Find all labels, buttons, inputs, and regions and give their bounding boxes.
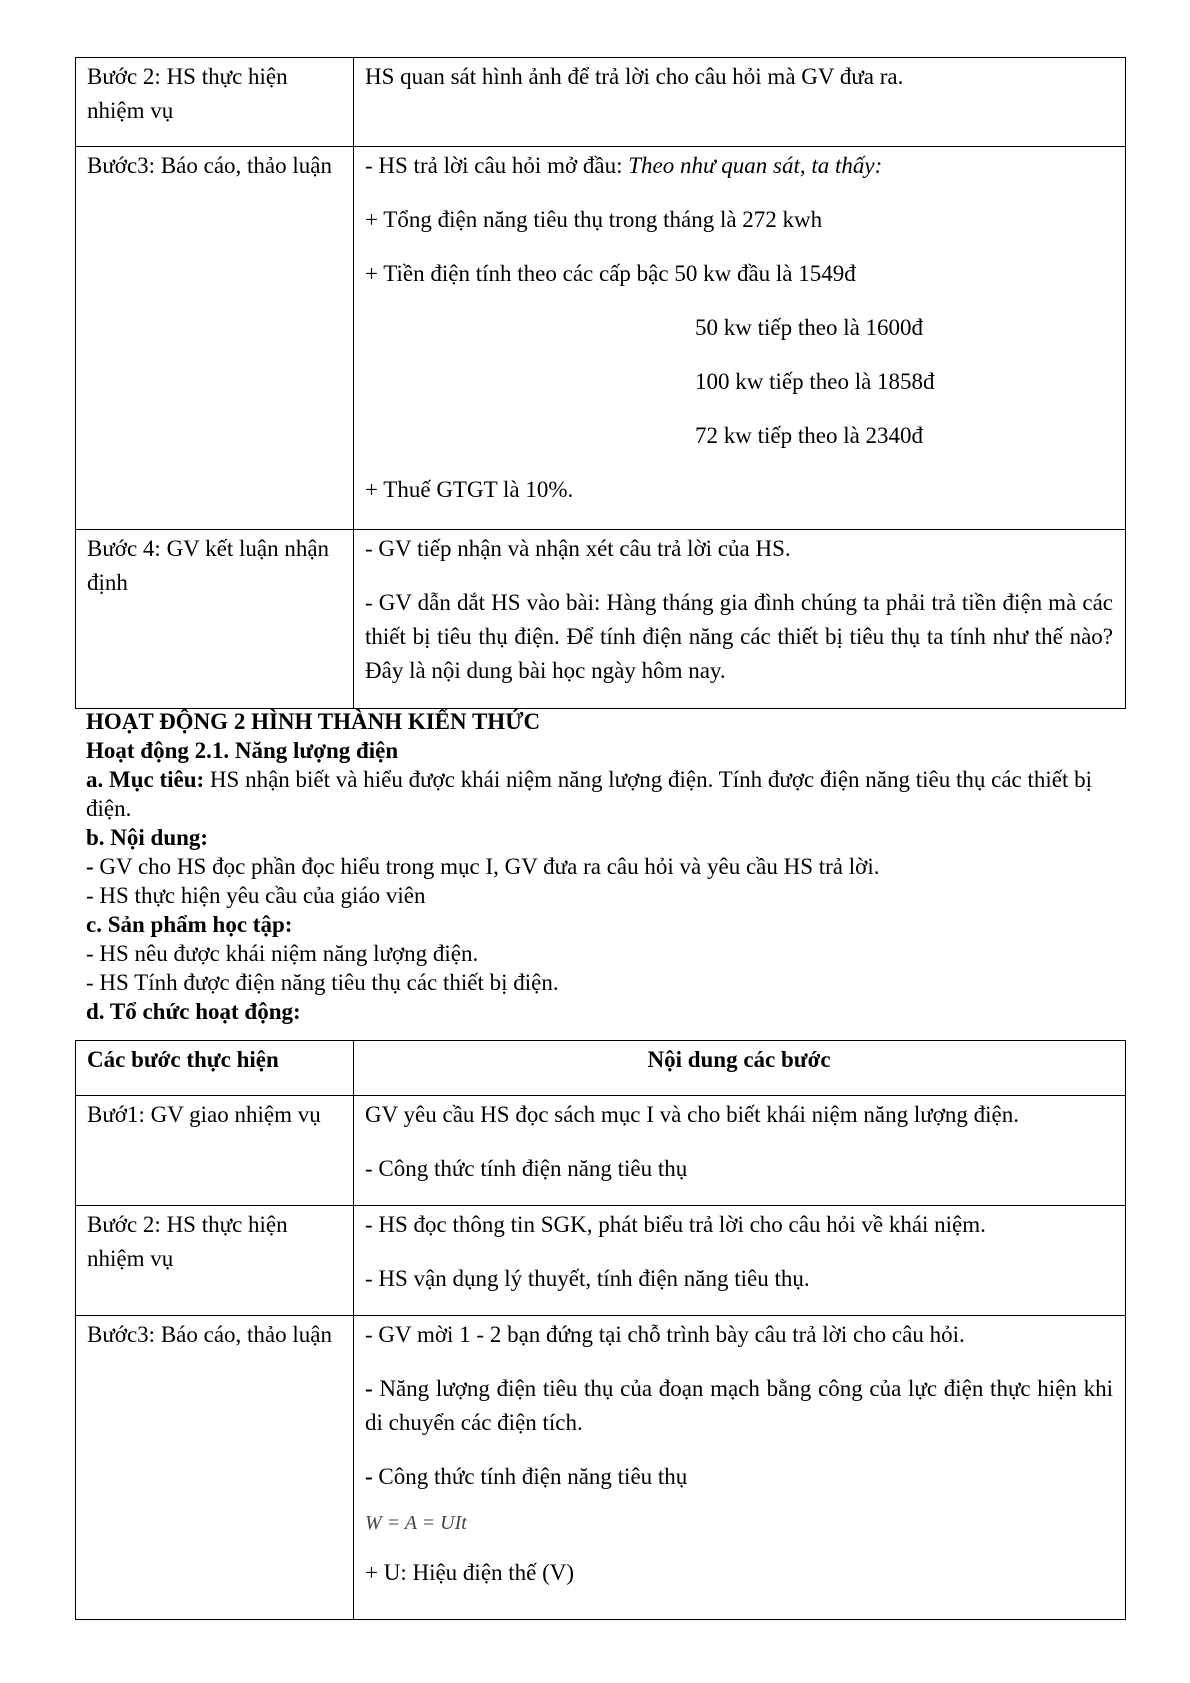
activity-section <box>86 707 1126 1026</box>
content-cell <box>354 1206 1126 1316</box>
content-text: GV cho HS đọc phần đọc hiểu trong mục I, GV đưa ra câu hỏi và yêu cầu HS trả lời. <box>93 854 880 879</box>
content-line: - GV tiếp nhận và nhận xét câu trả lời của HS. <box>365 536 791 561</box>
step-cell <box>76 1206 354 1316</box>
content-line <box>365 1372 1113 1440</box>
content-line: + Tổng điện năng tiêu thụ trong tháng là 272 kwh <box>365 207 823 232</box>
header-content: Nội dung các bước <box>647 1047 831 1072</box>
content-cell <box>354 1096 1126 1206</box>
content-italic: Theo như quan sát, ta thấy: <box>628 153 883 178</box>
content-line: - HS đọc thông tin SGK, phát biểu trả lời cho câu hỏi về khái niệm. <box>365 1212 986 1237</box>
table-row <box>76 1096 1126 1206</box>
table-header-row <box>76 1041 1126 1096</box>
content-cell <box>354 530 1126 709</box>
content-line: + U: Hiệu điện thế (V) <box>365 1560 575 1585</box>
content-line: + Thuế GTGT là 10%. <box>365 477 574 502</box>
content-text: - HS trả lời câu hỏi mở đầu: <box>365 153 629 178</box>
content-line: + Tiền điện tính theo các cấp bậc 50 kw đầu là 1549đ <box>365 261 856 286</box>
content-label: b. Nội dung: <box>86 825 209 850</box>
activity-table-1 <box>75 57 1126 709</box>
content-cell <box>354 1316 1126 1620</box>
content-line: - HS thực hiện yêu cầu của giáo viên <box>86 883 426 908</box>
organize-label: d. Tổ chức hoạt động: <box>86 999 301 1024</box>
product-label: c. Sản phẩm học tập: <box>86 912 293 937</box>
step-cell <box>76 1316 354 1620</box>
content-cell <box>354 147 1126 530</box>
content-cell <box>354 58 1126 147</box>
energy-formula: W = A = UIt <box>365 1512 467 1534</box>
content-line: - Công thức tính điện năng tiêu thụ <box>365 1156 688 1181</box>
content-text: HS quan sát hình ảnh để trả lời cho câu hỏi mà GV đưa ra. <box>365 64 904 89</box>
dash-mark: - <box>86 854 94 879</box>
content-line: 50 kw tiếp theo là 1600đ <box>695 315 924 340</box>
step-label: Bước3: Báo cáo, thảo luận <box>87 153 332 178</box>
content-line: 100 kw tiếp theo là 1858đ <box>695 369 935 394</box>
content-line: GV yêu cầu HS đọc sách mục I và cho biết khái niệm năng lượng điện. <box>365 1102 1019 1127</box>
product-line: - HS Tính được điện năng tiêu thụ các thiết bị điện. <box>86 970 559 995</box>
activity-table-2 <box>75 1040 1126 1620</box>
content-text: Công thức tính điện năng tiêu thụ <box>372 1464 688 1489</box>
step-cell <box>76 147 354 530</box>
table-row <box>76 1206 1126 1316</box>
content-line <box>365 1460 1113 1494</box>
step-label: Bước 4: GV kết luận nhận định <box>87 536 330 595</box>
content-line: - HS vận dụng lý thuyết, tính điện năng tiêu thụ. <box>365 1266 810 1291</box>
dash-mark: - <box>365 1376 373 1401</box>
content-text: Năng lượng điện tiêu thụ của đoạn mạch bằng công của lực điện thực hiện khi di chuyển các điện tích. <box>365 1376 1113 1435</box>
step-label: Bước3: Báo cáo, thảo luận <box>87 1322 332 1347</box>
table-row <box>76 147 1126 530</box>
product-line: - HS nêu được khái niệm năng lượng điện. <box>86 941 479 966</box>
objective-label: a. Mục tiêu: <box>86 767 205 792</box>
table-row <box>76 58 1126 147</box>
header-steps: Các bước thực hiện <box>87 1047 279 1072</box>
objective-paragraph <box>86 765 1126 823</box>
header-cell <box>76 1041 354 1096</box>
step-label: Bướ1: GV giao nhiệm vụ <box>87 1102 321 1127</box>
content-line: - GV mời 1 - 2 bạn đứng tại chỗ trình bày câu trả lời cho câu hỏi. <box>365 1322 965 1347</box>
dash-mark: - <box>365 1464 373 1489</box>
content-line: - GV dẫn dắt HS vào bài: Hàng tháng gia đình chúng ta phải trả tiền điện mà các thiết bị tiêu thụ điện. Để tính điện năng các thiết bị tiêu thụ ta tính như thế nào? Đây là nội dung bài học ngày hôm nay. <box>365 590 1113 683</box>
content-line <box>86 852 1126 881</box>
step-cell <box>76 530 354 709</box>
content-line <box>365 149 1113 183</box>
section-subheading: Hoạt động 2.1. Năng lượng điện <box>86 738 399 763</box>
step-cell <box>76 58 354 147</box>
objective-text: HS nhận biết và hiểu được khái niệm năng lượng điện. Tính được điện năng tiêu thụ các thiết bị điện. <box>86 767 1093 821</box>
table-row <box>76 1316 1126 1620</box>
step-cell <box>76 1096 354 1206</box>
table-row <box>76 530 1126 709</box>
section-heading: HOẠT ĐỘNG 2 HÌNH THÀNH KIẾN THỨC <box>86 709 541 734</box>
header-cell <box>354 1041 1126 1096</box>
step-label: Bước 2: HS thực hiện nhiệm vụ <box>87 1212 288 1271</box>
content-line: 72 kw tiếp theo là 2340đ <box>695 423 924 448</box>
step-label: Bước 2: HS thực hiện nhiệm vụ <box>87 64 288 123</box>
